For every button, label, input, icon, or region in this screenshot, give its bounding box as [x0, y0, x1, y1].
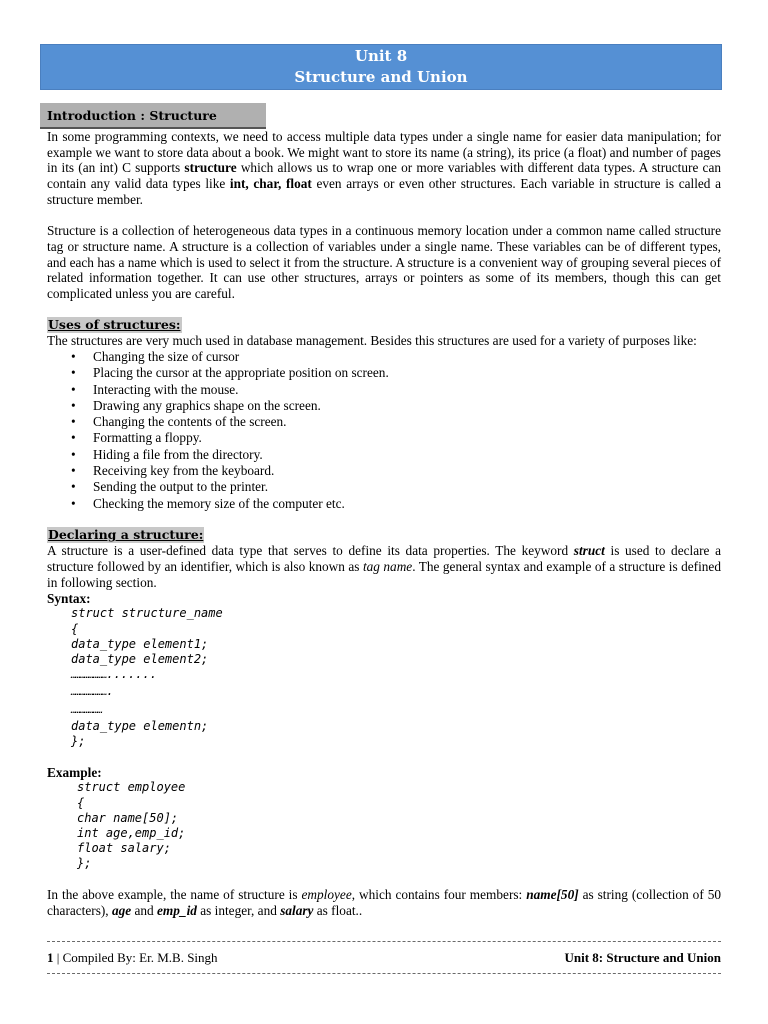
footer-top-rule	[47, 941, 721, 942]
list-item: • Changing the contents of the screen.	[47, 414, 721, 430]
unit-number: Unit 8	[354, 47, 408, 65]
code-line: struct structure_name	[71, 606, 223, 621]
list-item: • Receiving key from the keyboard.	[47, 463, 721, 479]
example-label: Example:	[47, 764, 102, 780]
footer-left	[47, 950, 218, 966]
list-item: • Interacting with the mouse.	[47, 382, 721, 398]
footer-unit-title: Unit 8: Structure and Union	[564, 950, 721, 965]
code-line: };	[77, 856, 92, 871]
ellipsis-dots: ……………………	[71, 671, 107, 682]
footer-separator: |	[53, 950, 63, 965]
syntax-code-block	[47, 606, 721, 749]
syntax-label: Syntax:	[47, 590, 91, 606]
uses-heading: Uses of structures:	[48, 317, 181, 333]
page-number: 1	[47, 950, 54, 965]
closing-paragraph: In the above example, the name of structure is employee, which contains four members: name[50] as string (collection of 50 characters), age and emp_id as integer, and salary as float..	[47, 887, 722, 918]
list-item: • Placing the cursor at the appropriate position on screen.	[47, 365, 721, 381]
list-item: • Changing the size of cursor	[47, 349, 721, 365]
code-line	[47, 667, 721, 684]
list-item: • Checking the memory size of the computer etc.	[47, 496, 721, 512]
code-line	[47, 684, 721, 701]
ellipsis-dots: …………………	[71, 705, 102, 716]
intro-section-header	[40, 103, 266, 129]
footer-bottom-rule	[47, 973, 721, 974]
uses-intro: The structures are very much used in database management. Besides this structures are used for a variety of purposes like:	[47, 333, 697, 349]
ellipsis-dots: ……………………	[71, 688, 107, 699]
uses-list	[47, 349, 721, 512]
unit-title: Structure and Union	[294, 68, 468, 86]
page-content	[47, 129, 721, 919]
list-item: • Formatting a floppy.	[47, 430, 721, 446]
code-line: struct employee	[77, 780, 186, 795]
code-line: float salary;	[77, 841, 171, 856]
list-item: • Hiding a file from the directory.	[47, 447, 721, 463]
code-line: data_type element2;	[71, 651, 209, 666]
intro-paragraph-2: Structure is a collection of heterogeneous data types in a continuous memory location under a common name called structure tag or structure name. A structure is a collection of variables under a single name. These variables can be of different types, and each has a name which is used to select it from the structure. A structure is a convenient way of grouping several pieces of related information together. It can use other structures, arrays or pointers as some of its members, though this can get complicated unless you are careful.	[47, 223, 721, 301]
code-line: };	[71, 733, 86, 748]
code-line	[47, 702, 721, 719]
code-line: data_type elementn;	[71, 718, 209, 733]
list-item: • Drawing any graphics shape on the screen.	[47, 398, 721, 414]
code-line: int age,emp_id;	[77, 826, 186, 841]
declare-paragraph: A structure is a user-defined data type that serves to define its data properties. The keyword struct is used to declare a structure followed by an identifier, which is also known as tag name. The general syntax and example of a structure is defined in following section.	[47, 543, 721, 590]
list-item: • Sending the output to the printer.	[47, 479, 721, 495]
unit-title-banner	[40, 44, 722, 90]
code-line: data_type element1;	[71, 636, 209, 651]
code-dots: .	[106, 684, 114, 699]
code-dots: .......	[106, 667, 157, 682]
code-line: {	[77, 795, 85, 810]
page-footer	[47, 941, 721, 977]
example-code-block	[47, 780, 721, 871]
compiled-by: Compiled By: Er. M.B. Singh	[62, 950, 218, 965]
intro-heading: Introduction : Structure	[47, 108, 217, 123]
code-line: char name[50];	[77, 810, 179, 825]
intro-paragraph-1: In some programming contexts, we need to access multiple data types under a single name for easier data manipulation; for example we want to store data about a book. We might want to store its name (a string), its price (a float) and number of pages in its (an int) C supports structure which allows us to wrap one or more variables with different data types. A structure can contain any valid data types like int, char, float even arrays or even other structures. Each variable in structure is called a structure member.	[47, 129, 721, 207]
code-line: {	[71, 621, 79, 636]
declare-heading: Declaring a structure:	[48, 527, 204, 543]
